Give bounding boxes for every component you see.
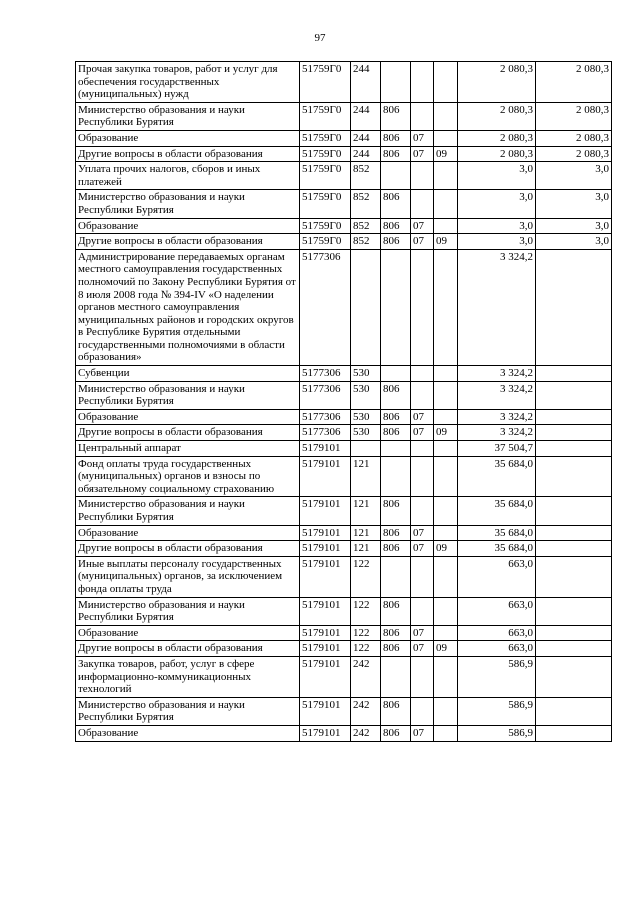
subsection-cell — [434, 218, 458, 234]
department-code-cell: 806 — [381, 497, 411, 525]
subsection-cell — [434, 625, 458, 641]
expense-name-cell: Субвенции — [76, 366, 300, 382]
amount-cell: 2 080,3 — [458, 102, 536, 130]
expense-type-cell: 852 — [351, 218, 381, 234]
expense-type-cell: 852 — [351, 190, 381, 218]
subsection-cell — [434, 62, 458, 103]
section-cell: 07 — [411, 146, 434, 162]
section-cell — [411, 62, 434, 103]
department-code-cell: 806 — [381, 597, 411, 625]
section-cell: 07 — [411, 625, 434, 641]
amount-second-cell — [536, 641, 612, 657]
section-cell — [411, 102, 434, 130]
expense-name-cell: Другие вопросы в области образования — [76, 234, 300, 250]
expense-name-cell: Образование — [76, 409, 300, 425]
target-article-cell: 5179101 — [300, 597, 351, 625]
expense-type-cell — [351, 441, 381, 457]
target-article-cell: 5179101 — [300, 656, 351, 697]
amount-second-cell: 2 080,3 — [536, 62, 612, 103]
amount-second-cell — [536, 597, 612, 625]
department-code-cell: 806 — [381, 234, 411, 250]
table-row — [76, 381, 612, 409]
expense-type-cell: 121 — [351, 541, 381, 557]
section-cell: 07 — [411, 725, 434, 741]
amount-second-cell — [536, 425, 612, 441]
expense-name-cell: Министерство образования и науки Республики Бурятия — [76, 597, 300, 625]
amount-cell: 3,0 — [458, 190, 536, 218]
department-code-cell — [381, 556, 411, 597]
section-cell: 07 — [411, 641, 434, 657]
table-row — [76, 130, 612, 146]
subsection-cell: 09 — [434, 641, 458, 657]
expense-type-cell: 530 — [351, 425, 381, 441]
subsection-cell — [434, 366, 458, 382]
subsection-cell — [434, 556, 458, 597]
table-row — [76, 190, 612, 218]
section-cell — [411, 162, 434, 190]
department-code-cell — [381, 366, 411, 382]
department-code-cell: 806 — [381, 102, 411, 130]
expense-name-cell: Другие вопросы в области образования — [76, 641, 300, 657]
expense-type-cell: 244 — [351, 146, 381, 162]
target-article-cell: 5179101 — [300, 541, 351, 557]
subsection-cell: 09 — [434, 541, 458, 557]
expense-type-cell: 121 — [351, 525, 381, 541]
section-cell: 07 — [411, 234, 434, 250]
section-cell: 07 — [411, 541, 434, 557]
expense-type-cell: 852 — [351, 234, 381, 250]
subsection-cell — [434, 725, 458, 741]
subsection-cell — [434, 697, 458, 725]
expense-type-cell: 122 — [351, 597, 381, 625]
table-row — [76, 425, 612, 441]
table-row — [76, 556, 612, 597]
department-code-cell: 806 — [381, 146, 411, 162]
amount-cell: 3 324,2 — [458, 381, 536, 409]
expense-name-cell: Образование — [76, 218, 300, 234]
target-article-cell: 5177306 — [300, 366, 351, 382]
expense-name-cell: Образование — [76, 130, 300, 146]
amount-cell: 663,0 — [458, 597, 536, 625]
department-code-cell: 806 — [381, 425, 411, 441]
table-row — [76, 641, 612, 657]
page-number: 97 — [314, 32, 326, 44]
department-code-cell — [381, 62, 411, 103]
section-cell: 07 — [411, 425, 434, 441]
expense-name-cell: Министерство образования и науки Республики Бурятия — [76, 190, 300, 218]
section-cell: 07 — [411, 130, 434, 146]
table-row — [76, 162, 612, 190]
subsection-cell — [434, 381, 458, 409]
amount-second-cell: 3,0 — [536, 162, 612, 190]
subsection-cell — [434, 409, 458, 425]
section-cell: 07 — [411, 525, 434, 541]
expense-type-cell: 121 — [351, 456, 381, 497]
department-code-cell: 806 — [381, 381, 411, 409]
expense-type-cell: 242 — [351, 656, 381, 697]
subsection-cell — [434, 597, 458, 625]
expense-name-cell: Иные выплаты персоналу государственных (муниципальных) органов, за исключением фонда оплаты труда — [76, 556, 300, 597]
expense-name-cell: Закупка товаров, работ, услуг в сфере информационно-коммуникационных технологий — [76, 656, 300, 697]
expense-name-cell: Центральный аппарат — [76, 441, 300, 457]
target-article-cell: 51759Г0 — [300, 162, 351, 190]
subsection-cell — [434, 456, 458, 497]
department-code-cell: 806 — [381, 725, 411, 741]
amount-second-cell: 3,0 — [536, 218, 612, 234]
expense-type-cell: 530 — [351, 366, 381, 382]
target-article-cell: 5177306 — [300, 409, 351, 425]
department-code-cell: 806 — [381, 641, 411, 657]
amount-cell: 3 324,2 — [458, 425, 536, 441]
subsection-cell — [434, 441, 458, 457]
target-article-cell: 51759Г0 — [300, 190, 351, 218]
amount-cell: 586,9 — [458, 697, 536, 725]
department-code-cell — [381, 441, 411, 457]
amount-cell: 3 324,2 — [458, 249, 536, 365]
expense-type-cell: 122 — [351, 641, 381, 657]
table-row — [76, 625, 612, 641]
subsection-cell — [434, 162, 458, 190]
department-code-cell — [381, 162, 411, 190]
department-code-cell: 806 — [381, 625, 411, 641]
table-row — [76, 234, 612, 250]
expense-type-cell: 122 — [351, 625, 381, 641]
target-article-cell: 5177306 — [300, 249, 351, 365]
expense-name-cell: Образование — [76, 625, 300, 641]
target-article-cell: 51759Г0 — [300, 102, 351, 130]
expense-type-cell: 122 — [351, 556, 381, 597]
expense-type-cell — [351, 249, 381, 365]
subsection-cell — [434, 249, 458, 365]
expense-name-cell: Другие вопросы в области образования — [76, 425, 300, 441]
expense-type-cell: 530 — [351, 409, 381, 425]
amount-second-cell — [536, 697, 612, 725]
target-article-cell: 5179101 — [300, 456, 351, 497]
section-cell — [411, 656, 434, 697]
expense-name-cell: Образование — [76, 525, 300, 541]
target-article-cell: 5179101 — [300, 641, 351, 657]
table-row — [76, 597, 612, 625]
table-row — [76, 725, 612, 741]
amount-cell: 35 684,0 — [458, 497, 536, 525]
table-row — [76, 441, 612, 457]
expense-type-cell: 121 — [351, 497, 381, 525]
amount-second-cell — [536, 625, 612, 641]
amount-cell: 2 080,3 — [458, 62, 536, 103]
expense-name-cell: Другие вопросы в области образования — [76, 541, 300, 557]
section-cell — [411, 497, 434, 525]
expense-type-cell: 244 — [351, 102, 381, 130]
table-row — [76, 249, 612, 365]
budget-table — [75, 61, 612, 742]
amount-cell: 3 324,2 — [458, 409, 536, 425]
expense-name-cell: Министерство образования и науки Республики Бурятия — [76, 697, 300, 725]
table-row — [76, 497, 612, 525]
subsection-cell — [434, 102, 458, 130]
expense-name-cell: Образование — [76, 725, 300, 741]
target-article-cell: 51759Г0 — [300, 234, 351, 250]
amount-second-cell — [536, 409, 612, 425]
amount-second-cell: 3,0 — [536, 190, 612, 218]
expense-name-cell: Фонд оплаты труда государственных (муниципальных) органов и взносы по обязательному социальному страхованию — [76, 456, 300, 497]
amount-second-cell — [536, 456, 612, 497]
amount-cell: 3 324,2 — [458, 366, 536, 382]
target-article-cell: 5179101 — [300, 697, 351, 725]
target-article-cell: 5179101 — [300, 525, 351, 541]
amount-second-cell — [536, 556, 612, 597]
section-cell: 07 — [411, 409, 434, 425]
section-cell — [411, 366, 434, 382]
department-code-cell: 806 — [381, 190, 411, 218]
section-cell — [411, 556, 434, 597]
table-row — [76, 541, 612, 557]
amount-cell: 35 684,0 — [458, 525, 536, 541]
section-cell — [411, 381, 434, 409]
amount-cell: 586,9 — [458, 656, 536, 697]
amount-second-cell: 2 080,3 — [536, 102, 612, 130]
department-code-cell: 806 — [381, 697, 411, 725]
target-article-cell: 5179101 — [300, 625, 351, 641]
expense-name-cell: Другие вопросы в области образования — [76, 146, 300, 162]
section-cell — [411, 697, 434, 725]
section-cell — [411, 456, 434, 497]
section-cell — [411, 190, 434, 218]
target-article-cell: 5179101 — [300, 556, 351, 597]
table-row — [76, 102, 612, 130]
amount-cell: 3,0 — [458, 218, 536, 234]
amount-second-cell — [536, 541, 612, 557]
target-article-cell: 51759Г0 — [300, 62, 351, 103]
amount-cell: 35 684,0 — [458, 456, 536, 497]
subsection-cell — [434, 130, 458, 146]
subsection-cell — [434, 656, 458, 697]
department-code-cell: 806 — [381, 541, 411, 557]
expense-name-cell: Министерство образования и науки Республики Бурятия — [76, 497, 300, 525]
department-code-cell — [381, 456, 411, 497]
target-article-cell: 5179101 — [300, 725, 351, 741]
target-article-cell: 5179101 — [300, 497, 351, 525]
table-row — [76, 697, 612, 725]
table-row — [76, 366, 612, 382]
target-article-cell: 5177306 — [300, 381, 351, 409]
expense-type-cell: 244 — [351, 62, 381, 103]
subsection-cell: 09 — [434, 146, 458, 162]
amount-cell: 2 080,3 — [458, 146, 536, 162]
amount-cell: 663,0 — [458, 556, 536, 597]
department-code-cell: 806 — [381, 130, 411, 146]
table-row — [76, 656, 612, 697]
amount-cell: 3,0 — [458, 162, 536, 190]
expense-name-cell: Уплата прочих налогов, сборов и иных платежей — [76, 162, 300, 190]
expense-name-cell: Министерство образования и науки Республики Бурятия — [76, 102, 300, 130]
table-row — [76, 456, 612, 497]
target-article-cell: 51759Г0 — [300, 146, 351, 162]
amount-cell: 2 080,3 — [458, 130, 536, 146]
department-code-cell — [381, 656, 411, 697]
section-cell — [411, 249, 434, 365]
department-code-cell: 806 — [381, 409, 411, 425]
target-article-cell: 5179101 — [300, 441, 351, 457]
section-cell — [411, 597, 434, 625]
amount-cell: 663,0 — [458, 641, 536, 657]
amount-second-cell — [536, 381, 612, 409]
subsection-cell: 09 — [434, 234, 458, 250]
department-code-cell: 806 — [381, 525, 411, 541]
expense-type-cell: 242 — [351, 697, 381, 725]
expense-name-cell: Министерство образования и науки Республики Бурятия — [76, 381, 300, 409]
amount-second-cell: 2 080,3 — [536, 130, 612, 146]
expense-type-cell: 530 — [351, 381, 381, 409]
subsection-cell — [434, 497, 458, 525]
budget-table-body — [76, 62, 612, 742]
amount-second-cell — [536, 497, 612, 525]
amount-second-cell: 3,0 — [536, 234, 612, 250]
department-code-cell: 806 — [381, 218, 411, 234]
subsection-cell — [434, 525, 458, 541]
target-article-cell: 51759Г0 — [300, 130, 351, 146]
expense-name-cell: Администрирование передаваемых органам местного самоуправления государственных полномочий по Закону Республики Бурятия от 8 июля 2008 года № 394-IV «О наделении органов местного самоуправления муниципальных районов и городских округов в Республике Бурятия отдельными государственными полномочиями в области образования» — [76, 249, 300, 365]
amount-second-cell — [536, 525, 612, 541]
section-cell — [411, 441, 434, 457]
target-article-cell: 51759Г0 — [300, 218, 351, 234]
table-row — [76, 146, 612, 162]
amount-cell: 35 684,0 — [458, 541, 536, 557]
amount-second-cell — [536, 441, 612, 457]
table-row — [76, 218, 612, 234]
expense-type-cell: 244 — [351, 130, 381, 146]
amount-second-cell: 2 080,3 — [536, 146, 612, 162]
amount-second-cell — [536, 249, 612, 365]
amount-cell: 586,9 — [458, 725, 536, 741]
expense-type-cell: 242 — [351, 725, 381, 741]
expense-name-cell: Прочая закупка товаров, работ и услуг для обеспечения государственных (муниципальных) нужд — [76, 62, 300, 103]
amount-second-cell — [536, 725, 612, 741]
amount-cell: 37 504,7 — [458, 441, 536, 457]
department-code-cell — [381, 249, 411, 365]
subsection-cell: 09 — [434, 425, 458, 441]
amount-second-cell — [536, 656, 612, 697]
amount-second-cell — [536, 366, 612, 382]
table-row — [76, 62, 612, 103]
section-cell: 07 — [411, 218, 434, 234]
expense-type-cell: 852 — [351, 162, 381, 190]
table-row — [76, 525, 612, 541]
target-article-cell: 5177306 — [300, 425, 351, 441]
subsection-cell — [434, 190, 458, 218]
amount-cell: 663,0 — [458, 625, 536, 641]
amount-cell: 3,0 — [458, 234, 536, 250]
table-row — [76, 409, 612, 425]
